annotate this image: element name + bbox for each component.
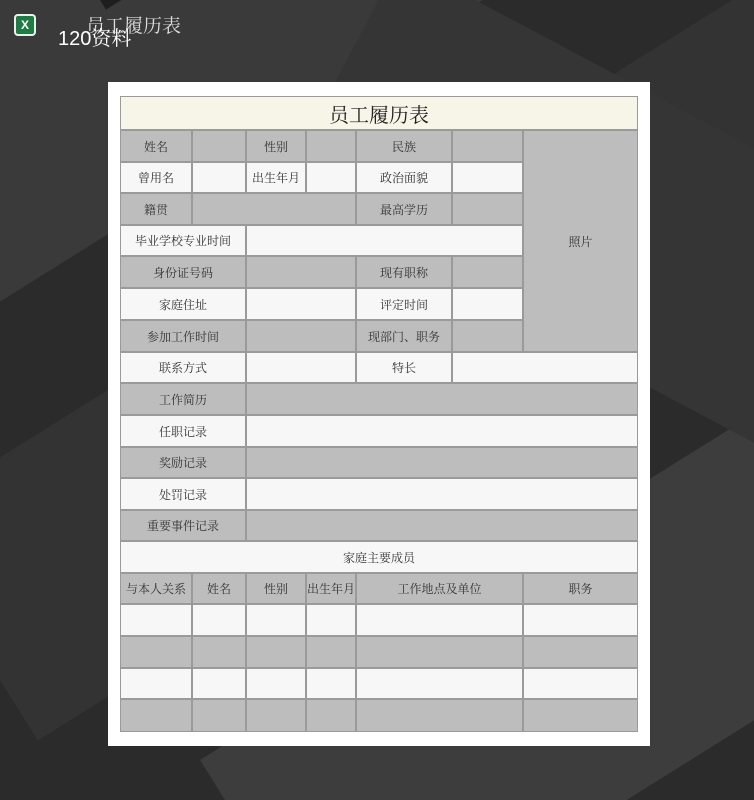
label-specialty: 特长 <box>356 352 452 383</box>
form-title: 员工履历表 <box>120 96 638 130</box>
label-native-place: 籍贯 <box>120 193 192 225</box>
value-work-start[interactable] <box>246 320 356 352</box>
photo-box[interactable]: 照片 <box>523 130 638 352</box>
label-assess-time: 评定时间 <box>356 288 452 320</box>
value-gender[interactable] <box>306 130 356 162</box>
family-section-title: 家庭主要成员 <box>120 541 638 573</box>
label-department-post: 现部门、职务 <box>356 320 452 352</box>
family-cell[interactable] <box>356 668 523 699</box>
value-work-history[interactable] <box>246 383 638 415</box>
family-cell[interactable] <box>246 668 306 699</box>
value-former-name[interactable] <box>192 162 246 193</box>
family-cell[interactable] <box>356 604 523 636</box>
label-school-major-time: 毕业学校专业时间 <box>120 225 246 256</box>
label-name: 姓名 <box>120 130 192 162</box>
family-cell[interactable] <box>306 604 356 636</box>
value-native-place[interactable] <box>192 193 356 225</box>
family-cell[interactable] <box>192 636 246 668</box>
window-header <box>14 8 206 50</box>
family-cell[interactable] <box>120 636 192 668</box>
value-assess-time[interactable] <box>452 288 523 320</box>
value-birth-date[interactable] <box>306 162 356 193</box>
family-cell[interactable] <box>523 604 638 636</box>
label-former-name: 曾用名 <box>120 162 192 193</box>
family-cell[interactable] <box>356 636 523 668</box>
excel-icon: X <box>14 14 36 36</box>
label-rewards: 奖励记录 <box>120 447 246 478</box>
label-political-status: 政治面貌 <box>356 162 452 193</box>
family-cell[interactable] <box>120 699 192 732</box>
family-cell[interactable] <box>523 668 638 699</box>
family-cell[interactable] <box>120 668 192 699</box>
value-appointments[interactable] <box>246 415 638 447</box>
label-education: 最高学历 <box>356 193 452 225</box>
family-header-relation: 与本人关系 <box>120 573 192 604</box>
value-penalties[interactable] <box>246 478 638 510</box>
label-appointments: 任职记录 <box>120 415 246 447</box>
value-political-status[interactable] <box>452 162 523 193</box>
family-cell[interactable] <box>246 604 306 636</box>
family-cell[interactable] <box>192 668 246 699</box>
label-ethnicity: 民族 <box>356 130 452 162</box>
family-header-gender: 性别 <box>246 573 306 604</box>
brand-watermark: 120资料 <box>58 28 132 50</box>
family-cell[interactable] <box>306 668 356 699</box>
label-birth-date: 出生年月 <box>246 162 306 193</box>
family-cell[interactable] <box>356 699 523 732</box>
value-major-events[interactable] <box>246 510 638 541</box>
family-cell[interactable] <box>120 604 192 636</box>
family-cell[interactable] <box>246 636 306 668</box>
value-ethnicity[interactable] <box>452 130 523 162</box>
value-id-number[interactable] <box>246 256 356 288</box>
label-gender: 性别 <box>246 130 306 162</box>
family-header-workplace: 工作地点及单位 <box>356 573 523 604</box>
value-home-address[interactable] <box>246 288 356 320</box>
value-specialty[interactable] <box>452 352 638 383</box>
family-header-name: 姓名 <box>192 573 246 604</box>
label-current-title: 现有职称 <box>356 256 452 288</box>
value-contact[interactable] <box>246 352 356 383</box>
resume-sheet <box>108 82 650 746</box>
label-major-events: 重要事件记录 <box>120 510 246 541</box>
family-cell[interactable] <box>523 699 638 732</box>
document-title: 员工履历表 <box>86 15 182 37</box>
family-header-birth: 出生年月 <box>306 573 356 604</box>
family-cell[interactable] <box>246 699 306 732</box>
label-contact: 联系方式 <box>120 352 246 383</box>
value-school-major-time[interactable] <box>246 225 523 256</box>
resume-grid <box>120 96 638 733</box>
value-name[interactable] <box>192 130 246 162</box>
label-work-history: 工作简历 <box>120 383 246 415</box>
family-cell[interactable] <box>306 636 356 668</box>
title-stack <box>46 8 206 50</box>
family-cell[interactable] <box>523 636 638 668</box>
value-rewards[interactable] <box>246 447 638 478</box>
family-cell[interactable] <box>306 699 356 732</box>
value-department-post[interactable] <box>452 320 523 352</box>
value-education[interactable] <box>452 193 523 225</box>
label-id-number: 身份证号码 <box>120 256 246 288</box>
family-cell[interactable] <box>192 699 246 732</box>
value-current-title[interactable] <box>452 256 523 288</box>
label-penalties: 处罚记录 <box>120 478 246 510</box>
label-home-address: 家庭住址 <box>120 288 246 320</box>
label-work-start: 参加工作时间 <box>120 320 246 352</box>
family-header-post: 职务 <box>523 573 638 604</box>
family-cell[interactable] <box>192 604 246 636</box>
